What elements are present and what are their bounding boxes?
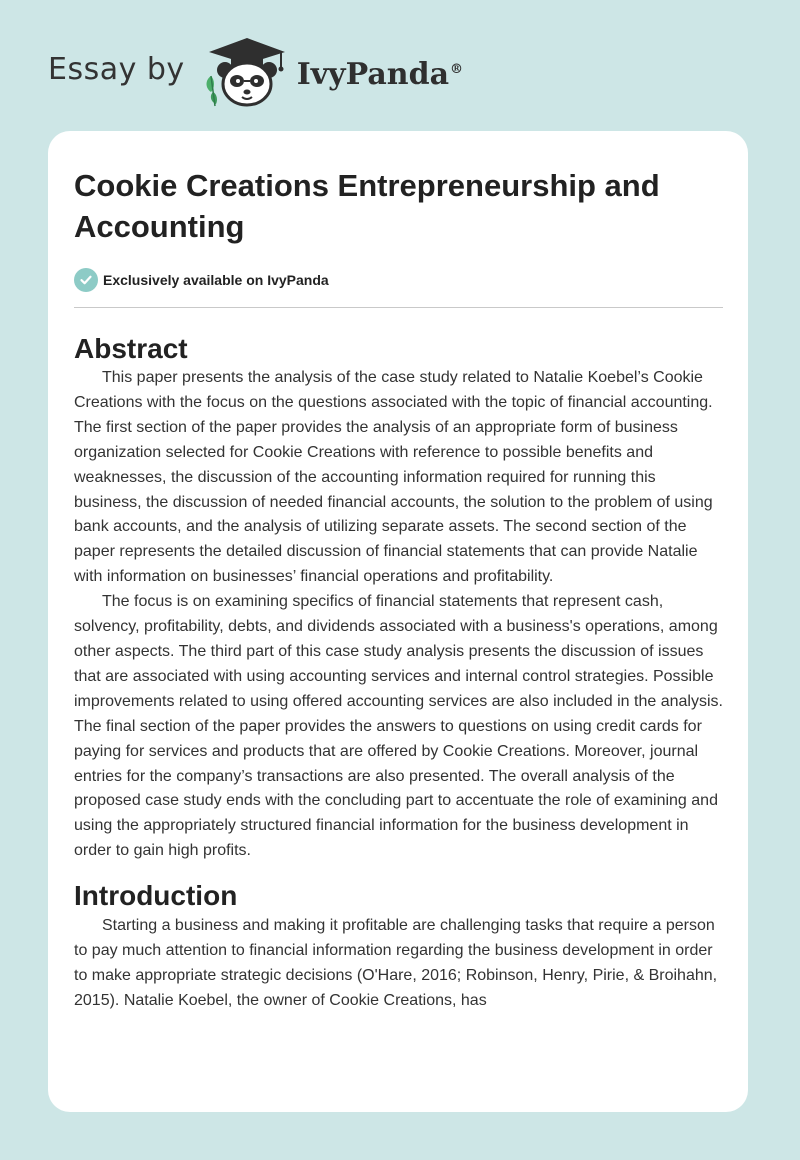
panda-graduate-logo-icon[interactable] (201, 36, 293, 108)
abstract-paragraph-1: This paper presents the analysis of the case study related to Natalie Koebel’s Cookie Creations with the focus on the questions associated with the topic of financial accounting. The first section of the paper provides the analysis of an appropriate form of business organization selected for Cookie Creations with reference to possible benefits and weaknesses, the discussion of the accounting information required for running this business, the discussion of needed financial accounts, the solution to the problem of using bank accounts, and the analysis of utilizing separate assets. The second section of the paper represents the detailed discussion of financial statements that can provide Natalie with information on businesses’ financial operations and profitability. (74, 369, 713, 586)
registered-mark: ® (450, 61, 464, 77)
exclusive-label: Exclusively available on IvyPanda (103, 272, 329, 288)
abstract-paragraph-2: The focus is on examining specifics of financial statements that represent cash, solvency, profitability, debts, and dividends associated with a business's operations, among other aspects. The third part of this case study analysis presents the discussion of issues that are associated with using accounting services and internal control strategies. Possible improvements related to using offered accounting services are also included in the analysis. The final section of the paper provides the answers to questions on using credit cards for paying for services and products that are offered by Cookie Creations. Moreover, journal entries for the company’s transactions are also presented. The overall analysis of the proposed case study ends with the concluding part to accentuate the role of examining and using the appropriately structured financial information for the business development in order to gain high profits. (74, 593, 723, 860)
brand-name-text: IvyPanda (296, 56, 450, 92)
exclusive-badge (74, 267, 723, 293)
introduction-paragraph-1: Starting a business and making it profitable are challenging tasks that require a person to pay much attention to financial information regarding the business development in order to make appropriate strategic decisions (O'Hare, 2016; Robinson, Henry, Pirie, & Broihahn, 2015). Natalie Koebel, the owner of Cookie Creations, has (74, 917, 718, 1009)
site-header (48, 36, 463, 108)
divider (74, 307, 723, 308)
check-circle-icon (74, 268, 98, 292)
abstract-heading: Abstract (74, 333, 188, 364)
article-content (74, 165, 723, 1014)
introduction-heading: Introduction (74, 880, 238, 912)
article-card (48, 131, 748, 1112)
essay-by-label: Essay by (48, 51, 185, 87)
article-title: Cookie Creations Entrepreneurship and Accounting (74, 168, 660, 244)
brand-name[interactable] (297, 57, 463, 92)
